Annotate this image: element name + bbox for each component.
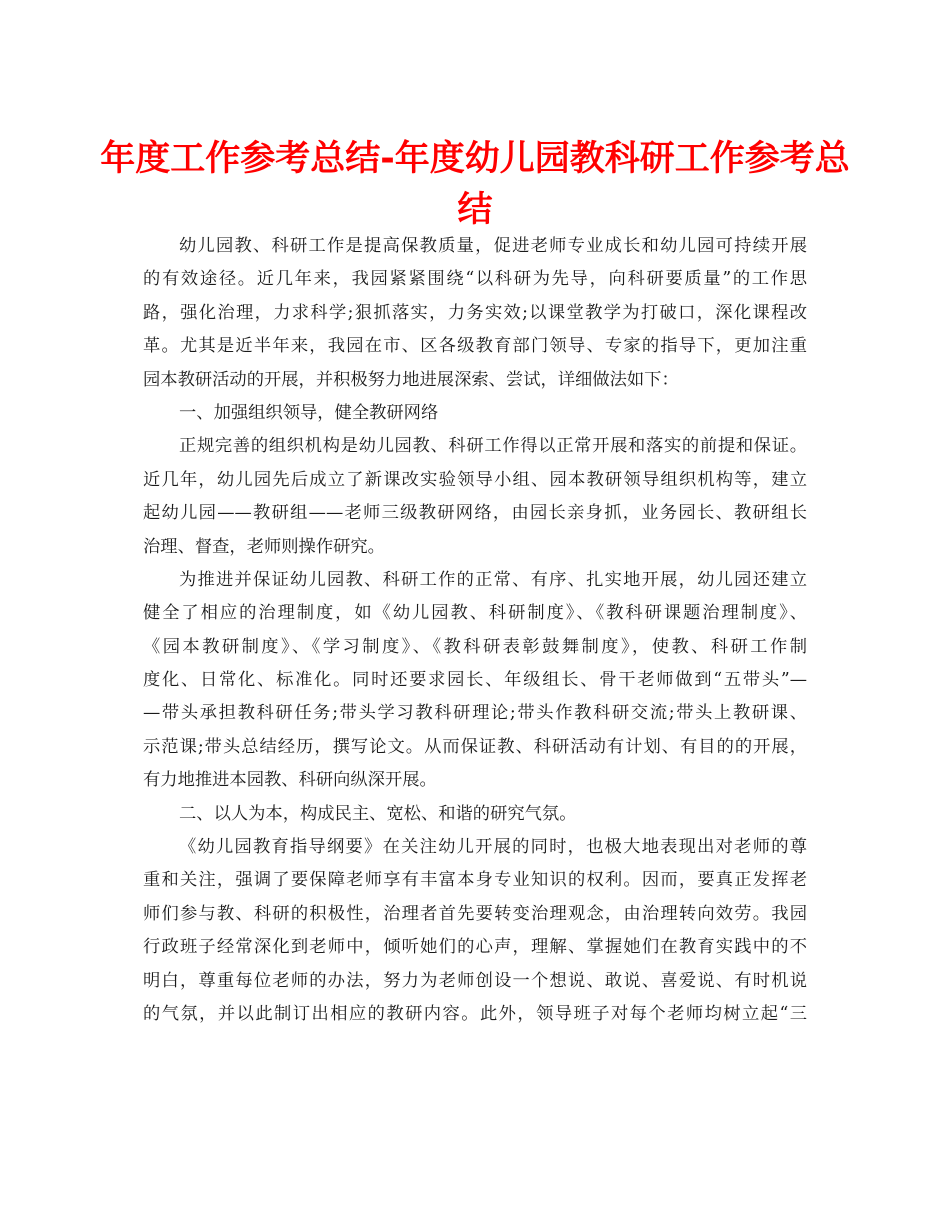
document-title — [100, 134, 850, 236]
paragraph-1-line-2: 的有效途径。近几年来，我园紧紧围绕“以科研为先导，向科研要质量”的工作思 — [143, 269, 807, 290]
title-line-1: 年度工作参考总结-年度幼儿园教科研工作参考总 — [100, 139, 850, 179]
paragraph-4-line-3: 师们参与教、科研的积极性，治理者首先要转变治理观念，由治理转向效劳。我园 — [143, 903, 807, 924]
paragraph-2-line-4: 治理、督查，老师则操作研究。 — [143, 536, 385, 557]
paragraph-1-line-1: 幼儿园教、科研工作是提高保教质量，促进老师专业成长和幼儿园可持续开展 — [179, 236, 807, 256]
paragraph-1-line-3: 路，强化治理，力求科学;狠抓落实，力务实效;以课堂教学为打破口，深化课程改 — [143, 302, 807, 323]
title-line-2: 结 — [457, 190, 493, 230]
paragraph-3-line-7: 有力地推进本园教、科研向纵深开展。 — [143, 770, 437, 791]
paragraph-2-line-3: 起幼儿园——教研组——老师三级教研网络，由园长亲身抓，业务园长、教研组长 — [143, 503, 807, 524]
paragraph-4-line-5: 明白，尊重每位老师的办法，努力为老师创设一个想说、敢说、喜爱说、有时机说 — [143, 970, 807, 991]
paragraph-3-line-5: —带头承担教科研任务;带头学习教科研理论;带头作教科研交流;带头上教研课、 — [143, 703, 807, 724]
section-heading-2: 二、以人为本，构成民主、宽松、和谐的研究气氛。 — [179, 803, 577, 824]
paragraph-4-line-6: 的气氛，并以此制订出相应的教研内容。此外，领导班子对每个老师均树立起“三 — [143, 1003, 807, 1024]
paragraph-1-line-4: 革。尤其是近半年来，我园在市、区各级教育部门领导、专家的指导下，更加注重 — [143, 336, 807, 357]
paragraph-4-line-2: 重和关注，强调了要保障老师享有丰富本身专业知识的权利。因而，要真正发挥老 — [143, 870, 807, 891]
paragraph-3-line-1: 为推进并保证幼儿园教、科研工作的正常、有序、扎实地开展，幼儿园还建立 — [179, 569, 807, 590]
document-body — [143, 230, 807, 1031]
paragraph-4-line-4: 行政班子经常深化到老师中，倾听她们的心声，理解、掌握她们在教育实践中的不 — [143, 937, 807, 958]
paragraph-1-line-5: 园本教研活动的开展，并积极努力地进展深索、尝试，详细做法如下： — [143, 369, 679, 390]
paragraph-2-line-1: 正规完善的组织机构是幼儿园教、科研工作得以正常开展和落实的前提和保证。 — [179, 436, 807, 457]
paragraph-3-line-3: 《园本教研制度》、《学习制度》、《教科研表彰鼓舞制度》，使教、科研工作制 — [143, 636, 807, 657]
paragraph-3-line-6: 示范课;带头总结经历，撰写论文。从而保证教、科研活动有计划、有目的的开展， — [143, 736, 807, 757]
section-heading-1: 一、加强组织领导，健全教研网络 — [179, 402, 439, 423]
paragraph-3-line-2: 健全了相应的治理制度，如《幼儿园教、科研制度》、《教科研课题治理制度》、 — [143, 603, 807, 624]
paragraph-2-line-2: 近几年，幼儿园先后成立了新课改实验领导小组、园本教研领导组织机构等，建立 — [143, 469, 807, 490]
paragraph-3-line-4: 度化、日常化、标准化。同时还要求园长、年级组长、骨干老师做到“五带头”— — [143, 670, 807, 691]
paragraph-4-line-1: 《幼儿园教育指导纲要》在关注幼儿开展的同时，也极大地表现出对老师的尊 — [179, 837, 807, 858]
